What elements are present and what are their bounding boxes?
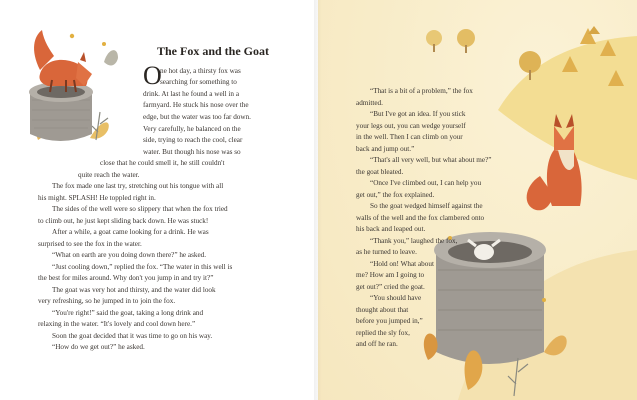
story-title: The Fox and the Goat (157, 44, 270, 58)
tree-icon (519, 51, 541, 73)
text-line: edge, but the water was too far down. (143, 113, 251, 121)
text-line: The fox made one last try, stretching out his tongue with all (52, 182, 224, 190)
text-line: your legs out, you can wedge yourself (356, 122, 466, 130)
tree-icon (457, 29, 475, 47)
leaf-shape (90, 122, 109, 138)
text-line: farmyard. He stuck his nose over the (143, 101, 249, 109)
drop-cap: O (143, 61, 162, 90)
text-line: drink. At last he found a well in a (143, 90, 240, 98)
text-line: “Thank you,” laughed the fox, (370, 237, 458, 245)
text-line: “That's all very well, but what about me?” (370, 156, 492, 164)
leaf-shape (424, 334, 438, 360)
bee-icon (102, 42, 106, 46)
tree-trunk (465, 45, 467, 53)
text-line: as he turned to leave. (356, 248, 417, 256)
text-line: very refreshing, so he jumped in to join the fox. (38, 297, 176, 305)
tree-trunk (433, 44, 435, 52)
text-line: “What on earth are you doing down there?” he asked. (52, 251, 207, 259)
text-line: After a while, a goat came looking for a drink. He was (52, 228, 209, 236)
fox-on-well-illustration (0, 0, 140, 150)
tree-trunk (529, 70, 531, 80)
text-line: So the goat wedged himself against the (370, 202, 483, 210)
text-line: the goat bleated. (356, 168, 404, 176)
text-line: surprised to see the fox in the water. (38, 240, 142, 248)
text-line: walls of the well and the fox clambered onto (356, 214, 485, 222)
text-line: “That is a bit of a problem,” the fox (370, 87, 473, 95)
goat-head (474, 244, 494, 260)
bee-icon (542, 298, 546, 302)
text-line: admitted. (356, 99, 383, 107)
text-line: side, trying to reach the cool, clear (143, 136, 243, 144)
text-line: Very carefully, he balanced on the (143, 125, 241, 133)
text-line: quite reach the water. (78, 171, 140, 179)
text-line: before you jumped in,” (356, 317, 423, 325)
text-line: his back and leaped out. (356, 225, 426, 233)
tree-icon (426, 30, 442, 46)
text-line: get out?” cried the goat. (356, 283, 425, 291)
text-line: thought about that (356, 306, 409, 314)
text-line: get out,” the fox explained. (356, 191, 435, 199)
left-page (0, 0, 318, 400)
haystack-icon (588, 26, 600, 34)
text-line: relaxing in the water. “It's lovely and cool down here.” (38, 320, 196, 328)
text-line: “Once I've climbed out, I can help you (370, 179, 482, 187)
text-line: his might. SPLASH! He toppled right in. (38, 194, 156, 202)
text-line: searching for something to (160, 78, 237, 86)
text-line: water. But though his nose was so (143, 148, 241, 156)
text-line: replied the sly fox, (356, 329, 410, 337)
text-line: Soon the goat decided that it was time to go on his way. (52, 332, 213, 340)
text-line: “You should have (370, 294, 422, 302)
leaf-shape (104, 50, 118, 65)
right-page (318, 0, 637, 400)
text-line: “Just cooling down,” replied the fox. “The water in this well is (52, 263, 233, 271)
text-line: ne hot day, a thirsty fox was (160, 67, 241, 75)
text-line: “Hold on! What about (370, 260, 434, 268)
text-line: the best for miles around. Why don't you jump in and try it?” (38, 274, 214, 282)
text-line: The sides of the well were so slippery that when the fox tried (52, 205, 228, 213)
fox-ear (80, 52, 86, 62)
text-line: close that he could smell it, he still couldn't (100, 159, 225, 167)
text-line: “But I've got an idea. If you stick (370, 110, 466, 118)
text-line: The goat was very hot and thirsty, and the water did look (52, 286, 216, 294)
text-line: “How do we get out?” he asked. (52, 343, 145, 351)
bee-icon (70, 34, 74, 38)
text-line: back and jump out.” (356, 145, 415, 153)
text-line: me? How am I going to (356, 271, 425, 279)
text-line: to climb out, he just kept sliding back down. He was stuck! (38, 217, 209, 225)
book-gutter (314, 0, 322, 400)
text-line: in the well. Then I can climb on your (356, 133, 463, 141)
text-line: “You're right!” said the goat, taking a long drink and (52, 309, 204, 317)
well-opening (37, 86, 85, 98)
text-line: and off he ran. (356, 340, 398, 348)
